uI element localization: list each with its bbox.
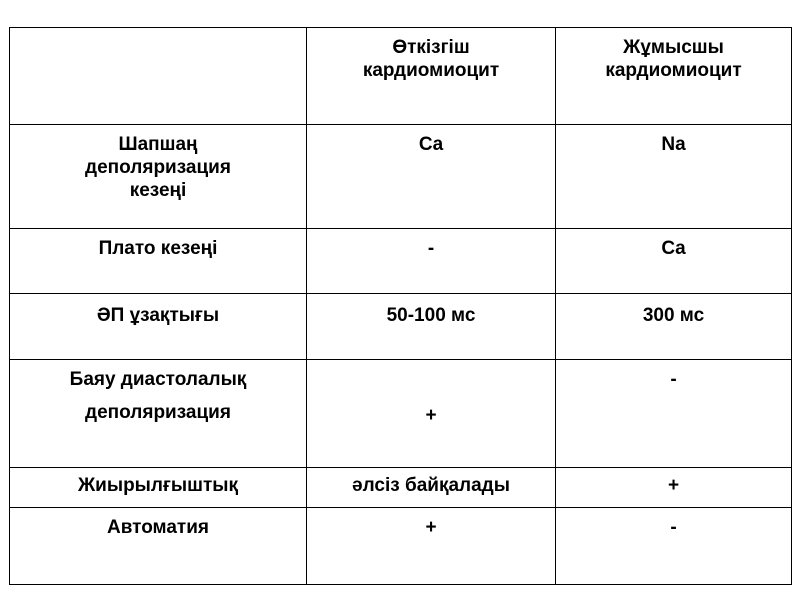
table-row bbox=[10, 229, 792, 294]
header-cell-empty bbox=[10, 28, 307, 125]
header-conducting-line2: кардиомиоцит bbox=[362, 60, 500, 81]
row-label-automaticity: Автоматия bbox=[10, 508, 307, 585]
comparison-table bbox=[9, 27, 792, 585]
table-row bbox=[10, 360, 792, 468]
cell-working: Na bbox=[556, 125, 792, 229]
header-working-line1: Жұмысшы bbox=[623, 37, 724, 58]
table-header-row bbox=[10, 28, 792, 125]
row-label-slow-diastolic-depolarization bbox=[10, 360, 307, 468]
cell-conducting: Ca bbox=[307, 125, 556, 229]
header-cell-conducting bbox=[307, 28, 556, 125]
header-conducting-line1: Өткізгіш bbox=[392, 37, 470, 58]
cell-conducting bbox=[307, 360, 556, 468]
cell-conducting: әлсіз байқалады bbox=[307, 468, 556, 508]
row-label-line2: деполяризация bbox=[85, 402, 231, 423]
header-working-line2: кардиомиоцит bbox=[605, 60, 742, 81]
table-row bbox=[10, 294, 792, 360]
row-label-ap-duration: ӘП ұзақтығы bbox=[10, 294, 307, 360]
row-label-contractility: Жиырылғыштық bbox=[10, 468, 307, 508]
row-label-line1: Шапшаң bbox=[118, 134, 198, 155]
table-row bbox=[10, 468, 792, 508]
cell-working: 300 мс bbox=[556, 294, 792, 360]
cell-conducting: + bbox=[307, 508, 556, 585]
cell-working: Ca bbox=[556, 229, 792, 294]
row-label-fast-depolarization bbox=[10, 125, 307, 229]
cell-working: - bbox=[556, 508, 792, 585]
cell-conducting: - bbox=[307, 229, 556, 294]
cell-conducting-value: + bbox=[425, 405, 437, 426]
row-label-line2: деполяризация bbox=[85, 157, 231, 178]
row-label-plateau: Плато кезеңі bbox=[10, 229, 307, 294]
table-row bbox=[10, 508, 792, 585]
cell-conducting: 50-100 мс bbox=[307, 294, 556, 360]
table-row bbox=[10, 125, 792, 229]
cell-working: + bbox=[556, 468, 792, 508]
cell-working: - bbox=[556, 360, 792, 468]
row-label-line1: Баяу диастолалық bbox=[69, 369, 247, 390]
row-label-line3: кезеңі bbox=[129, 180, 187, 201]
header-cell-working bbox=[556, 28, 792, 125]
